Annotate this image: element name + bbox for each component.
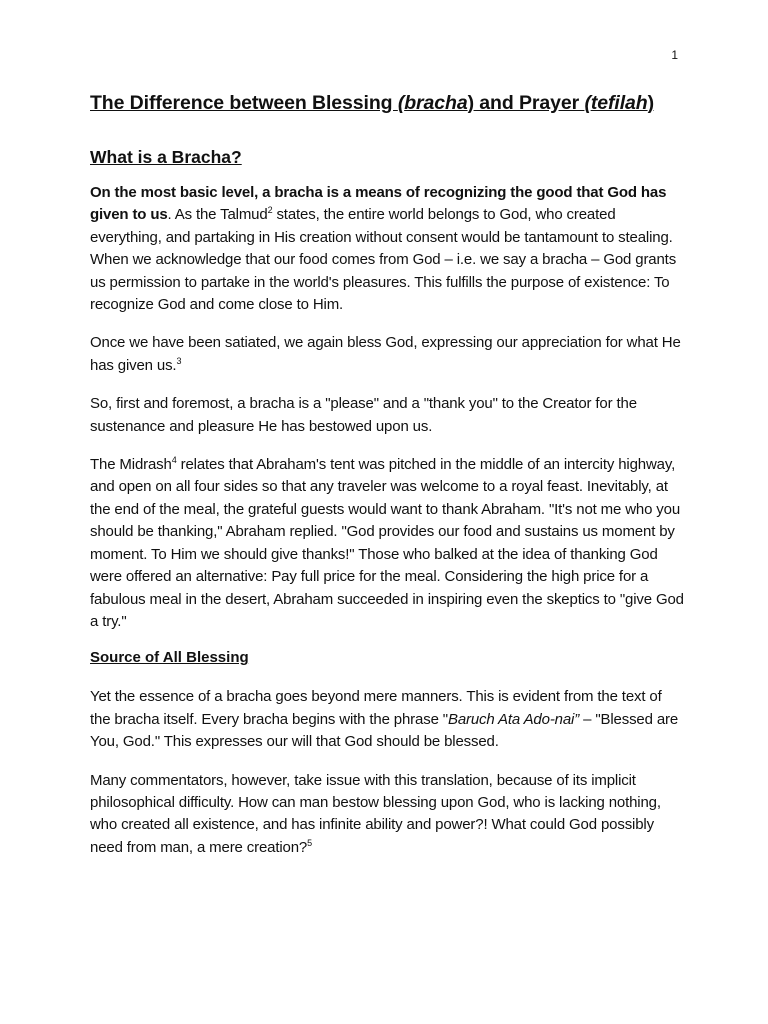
title-paren: ) xyxy=(647,92,654,114)
paragraph-text: Yet the essence of a bracha goes beyond mere manners. This is evident from the text of the bracha itself. Every bracha begins with the phrase " xyxy=(90,688,662,728)
title-part: and Prayer xyxy=(473,92,585,114)
title-italic-term: bracha xyxy=(404,92,468,114)
title-paren: ( xyxy=(397,92,405,114)
document-title xyxy=(90,92,686,115)
paragraph-text: The Midrash xyxy=(90,456,172,474)
footnote-marker: 4 xyxy=(171,455,177,466)
footnote-marker: 5 xyxy=(307,837,312,848)
paragraph-text: states, the entire world belongs to God, who created everything, and partaking in His creation without consent would be tantamount to stealing. When we acknowledge that our food comes from God – i.e. we say a bracha – God grants us permission to partake in the world's pleasures. This fulfills the purpose of existence: To recognize God and come close to Him. xyxy=(90,206,677,314)
footnote-marker: 2 xyxy=(267,205,273,216)
paragraph xyxy=(90,686,686,753)
italic-phrase: Baruch Ata Ado-nai” xyxy=(447,710,580,728)
paragraph-text: Many commentators, however, take issue with this translation, because of its implicit philosophical difficulty. How can man bestow blessing upon God, who is lacking nothing, who created all existence, and has infinite ability and power?! What could God possibly need from man, a mere creation? xyxy=(90,771,661,856)
page-number: 1 xyxy=(671,48,678,62)
title-paren: ) xyxy=(467,92,474,114)
paragraph-text: – "Blessed are You, God." This expresses our will that God should be blessed. xyxy=(90,710,679,751)
paragraph xyxy=(90,332,686,377)
paragraph-text: . As the Talmud xyxy=(167,206,268,224)
document-body xyxy=(90,92,686,875)
paragraph-text: relates that Abraham's tent was pitched in the middle of an intercity highway, and open on all four sides so that any traveler was welcome to a royal feast. Inevitably, at the end of the meal, the grateful guests would want to thank Abraham. "It's not me who you should be thanking," Abraham replied. "God provides our food and sustains us moment by moment. To Him we should give thanks!" Those who balked at the idea of thanking God were offered an alternative: Pay full price for the meal. Considering the high price for a fabulous meal in the desert, Abraham succeeded in inspiring even the skeptics to "give God a try." xyxy=(90,456,684,630)
bold-lead: On the most basic level, a bracha is a means of recognizing the good that God has given to us xyxy=(90,184,667,224)
paragraph xyxy=(90,182,686,316)
section-heading: What is a Bracha? xyxy=(90,147,242,167)
paragraph xyxy=(90,770,686,860)
title-italic-term: tefilah xyxy=(590,92,648,114)
paragraph: So, first and foremost, a bracha is a "please" and a "thank you" to the Creator for the sustenance and pleasure He has bestowed upon us. xyxy=(90,395,637,435)
title-paren: ( xyxy=(584,92,591,114)
title-part: The Difference between Blessing xyxy=(90,92,398,114)
paragraph-text: Once we have been satiated, we again bless God, expressing our appreciation for what He has given us. xyxy=(90,334,681,374)
footnote-marker: 3 xyxy=(176,355,182,366)
paragraph xyxy=(90,454,686,633)
subsection-heading: Source of All Blessing xyxy=(90,649,249,667)
